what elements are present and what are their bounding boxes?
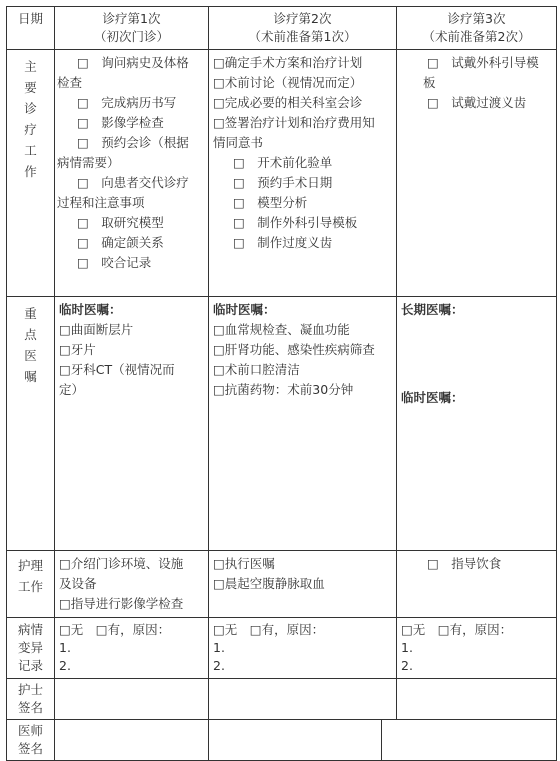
nursing-row — [7, 551, 557, 618]
doctor-signature-visit-1[interactable] — [55, 720, 209, 761]
variance-visit-1: □无 □有，原因： 1. 2. — [55, 618, 209, 679]
nursing-label: 护理 工作 — [7, 551, 55, 618]
nurse-signature-label: 护士 签名 — [7, 679, 55, 720]
nurse-signature-visit-2[interactable] — [209, 679, 397, 720]
header-date: 日期 — [7, 7, 55, 50]
key-orders-label: 重 点 医 嘱 — [7, 297, 55, 551]
nurse-signature-visit-3[interactable] — [397, 679, 557, 720]
doctor-signature-split — [209, 720, 556, 760]
variance-visit-2: □无 □有，原因： 1. 2. — [209, 618, 397, 679]
doctor-signature-visit-2[interactable] — [209, 720, 381, 760]
header-visit-1: 诊疗第1次 （初次门诊） — [55, 7, 209, 50]
header-visit-2: 诊疗第2次 （术前准备第1次） — [209, 7, 397, 50]
key-orders-visit-1: 临时医嘱： □曲面断层片 □牙片 □牙科CT（视情况而 定） — [55, 297, 209, 551]
variance-visit-3: □无 □有，原因： 1. 2. — [397, 618, 557, 679]
nursing-visit-3: □ 指导饮食 — [397, 551, 557, 618]
key-orders-visit-2: 临时医嘱： □血常规检查、凝血功能 □肝肾功能、感染性疾病筛查 □术前口腔清洁 □抗菌药物：术前30分钟 — [209, 297, 397, 551]
header-row — [7, 7, 557, 50]
orders-spacer — [401, 320, 552, 388]
main-work-visit-3: □ 试戴外科引导模 板 □ 试戴过渡义齿 — [397, 50, 557, 297]
clinical-pathway-table — [6, 6, 557, 761]
key-orders-visit-3: 长期医嘱： 临时医嘱： — [397, 297, 557, 551]
main-work-row — [7, 50, 557, 297]
variance-row — [7, 618, 557, 679]
main-work-visit-2: □确定手术方案和治疗计划 □术前讨论（视情况而定） □完成必要的相关科室会诊 □签署治疗计划和治疗费用知 情同意书 □ 开术前化验单 □ 预约手术日期 □ 模型分析 □ 制作外科引导模板 □ 制作过度义齿 — [209, 50, 397, 297]
main-work-visit-1: □ 询问病史及体格 检查 □ 完成病历书写 □ 影像学检查 □ 预约会诊（根据 病情需要） □ 向患者交代诊疗 过程和注意事项 □ 取研究模型 □ 确定颌关系 □ 咬合记录 — [55, 50, 209, 297]
nursing-visit-2: □执行医嘱 □晨起空腹静脉取血 — [209, 551, 397, 618]
doctor-signature-visit-2-3 — [209, 720, 557, 761]
doctor-signature-row — [7, 720, 557, 761]
doctor-signature-label: 医师 签名 — [7, 720, 55, 761]
nursing-visit-1: □介绍门诊环境、设施 及设备 □指导进行影像学检查 — [55, 551, 209, 618]
doctor-signature-visit-3[interactable] — [381, 720, 556, 760]
nurse-signature-visit-1[interactable] — [55, 679, 209, 720]
key-orders-row — [7, 297, 557, 551]
nurse-signature-row — [7, 679, 557, 720]
variance-label: 病情 变异 记录 — [7, 618, 55, 679]
main-work-label: 主 要 诊 疗 工 作 — [7, 50, 55, 297]
header-visit-3: 诊疗第3次 （术前准备第2次） — [397, 7, 557, 50]
